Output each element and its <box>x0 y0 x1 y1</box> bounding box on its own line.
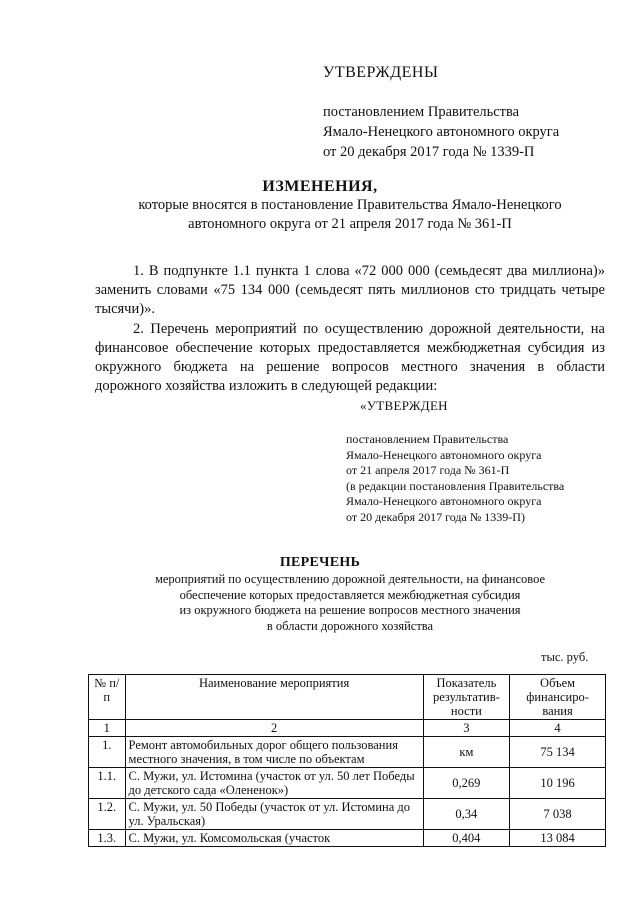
row-amount: 13 084 <box>510 830 606 847</box>
paragraph-2: 2. Перечень мероприятий по осуществлению дорожной деятельности, на финансовое обеспечение которых предоставляется межбюджетная субсидия из окружного бюджета на решение вопросов местного значения в области дорожного хозяйства изложить в следующей редакции: <box>95 321 605 394</box>
changes-subtitle-line: которые вносятся в постановление Правительства Ямало-Ненецкого <box>138 197 562 213</box>
row-amount: 10 196 <box>510 768 606 799</box>
header-amount: Объем финансиро-вания <box>510 675 606 720</box>
row-number: 1.3. <box>89 830 126 847</box>
list-subtitle-line: в области дорожного хозяйства <box>266 618 434 633</box>
column-number: 3 <box>423 720 509 737</box>
column-number-row <box>89 720 606 737</box>
row-name: Ремонт автомобильных дорог общего пользования местного значения, в том числе по объектам <box>125 737 423 768</box>
approval-line: постановлением Правительства <box>323 104 520 120</box>
approval-line: Ямало-Ненецкого автономного округа <box>323 124 560 140</box>
header-name: Наименование мероприятия <box>125 675 423 720</box>
changes-subtitle <box>100 196 600 234</box>
table-header-row <box>89 675 606 720</box>
approval-lines <box>323 102 559 162</box>
row-name: С. Мужи, ул. Комсомольская (участок <box>125 830 423 847</box>
row-indicator: 0,269 <box>423 768 509 799</box>
list-title: ПЕРЕЧЕНЬ <box>279 555 361 570</box>
approval2-title: «УТВЕРЖДЕН <box>360 398 448 413</box>
table-row <box>89 799 606 830</box>
approval2-line: постановлением Правительства <box>346 432 509 446</box>
table-row <box>89 830 606 847</box>
changes-subtitle-line: автономного округа от 21 апреля 2017 года № 361-П <box>188 216 512 232</box>
column-number: 1 <box>89 720 126 737</box>
list-subtitle-line: из окружного бюджета на решение вопросов местного значения <box>179 603 521 617</box>
measures-table <box>88 674 606 847</box>
approval-line: от 20 декабря 2017 года № 1339-П <box>323 144 535 160</box>
approval2-line: от 20 декабря 2017 года № 1339-П) <box>346 509 525 524</box>
column-number: 4 <box>510 720 606 737</box>
row-number: 1.2. <box>89 799 126 830</box>
row-amount: 75 134 <box>510 737 606 768</box>
approval2-line: (в редакции постановления Правительства <box>346 478 565 493</box>
row-number: 1.1. <box>89 768 126 799</box>
paragraph-1: 1. В подпункте 1.1 пункта 1 слова «72 000 000 (семьдесят два миллиона)» заменить словами «75 134 000 (семьдесят пять миллионов сто тридцать четыре тысячи)». <box>95 263 605 317</box>
approval2-lines <box>346 432 564 525</box>
approval2-line: от 21 апреля 2017 года № 361-П <box>346 463 510 477</box>
header-indicator: Показатель результатив-ности <box>423 675 509 720</box>
approval-title: УТВЕРЖДЕНЫ <box>323 64 439 81</box>
row-name: С. Мужи, ул. 50 Победы (участок от ул. Истомина до ул. Уральская) <box>125 799 423 830</box>
approval2-line: Ямало-Ненецкого автономного округа <box>346 447 542 462</box>
row-amount: 7 038 <box>510 799 606 830</box>
row-indicator: км <box>423 737 509 768</box>
changes-title: ИЗМЕНЕНИЯ, <box>262 178 378 195</box>
table-row <box>89 768 606 799</box>
list-subtitle <box>100 572 600 634</box>
approval2-line: Ямало-Ненецкого автономного округа <box>346 494 542 508</box>
row-number: 1. <box>89 737 126 768</box>
row-indicator: 0,404 <box>423 830 509 847</box>
list-subtitle-line: мероприятий по осуществлению дорожной деятельности, на финансовое <box>154 572 546 586</box>
row-indicator: 0,34 <box>423 799 509 830</box>
list-subtitle-line: обеспечение которых предоставляется межбюджетная субсидия <box>179 587 521 602</box>
table-row <box>89 737 606 768</box>
units-label: тыс. руб. <box>541 650 589 664</box>
row-name: С. Мужи, ул. Истомина (участок от ул. 50 лет Победы до детского сада «Олененок») <box>125 768 423 799</box>
header-number: № п/п <box>89 675 126 720</box>
column-number: 2 <box>125 720 423 737</box>
